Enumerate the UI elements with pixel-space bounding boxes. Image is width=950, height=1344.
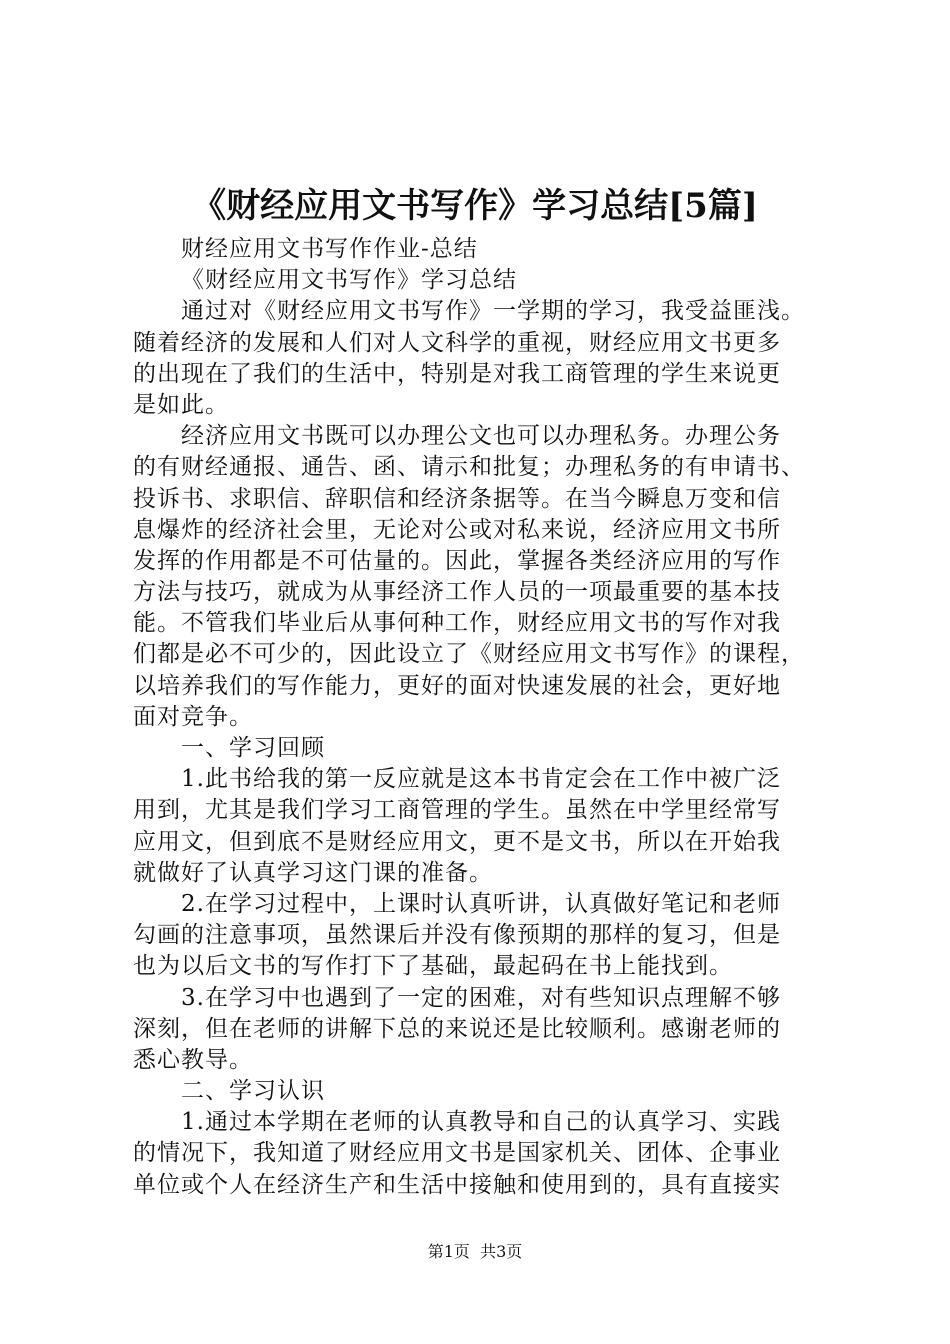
paragraph-line: 经济应用文书既可以办理公文也可以办理私务。办理公务	[181, 423, 781, 450]
document-body	[133, 234, 851, 1201]
page-number-footer: 第1页 共3页	[427, 1242, 523, 1261]
paragraph-line: 勾画的注意事项，虽然课后并没有像预期的那样的复习，但是	[133, 922, 781, 949]
paragraph-line: 的有财经通报、通告、函、请示和批复；办理私务的有申请书、	[133, 454, 805, 481]
paragraph-line: 能。不管我们毕业后从事何种工作，财经应用文书的写作对我	[133, 610, 781, 637]
paragraph-line: 3.在学习中也遇到了一定的困难，对有些知识点理解不够	[181, 984, 781, 1011]
paragraph-line: 方法与技巧，就成为从事经济工作人员的一项最重要的基本技	[133, 579, 781, 606]
paragraph-line: 单位或个人在经济生产和生活中接触和使用到的，具有直接实	[133, 1171, 781, 1198]
paragraph-line: 们都是必不可少的，因此设立了《财经应用文书写作》的课程，	[133, 641, 805, 668]
paragraph-line: 应用文，但到底不是财经应用文，更不是文书，所以在开始我	[133, 828, 781, 855]
paragraph-line: 悉心教导。	[133, 1046, 253, 1073]
paragraph-line: 用到，尤其是我们学习工商管理的学生。虽然在中学里经常写	[133, 797, 781, 824]
paragraph-line: 1.此书给我的第一反应就是这本书肯定会在工作中被广泛	[181, 766, 781, 793]
paragraph-line: 也为以后文书的写作打下了基础，最起码在书上能找到。	[133, 953, 733, 980]
section-heading: 一、学习回顾	[181, 735, 325, 761]
paragraph-line: 投诉书、求职信、辞职信和经济条据等。在当今瞬息万变和信	[133, 485, 781, 512]
paragraph-line: 发挥的作用都是不可估量的。因此，掌握各类经济应用的写作	[133, 547, 781, 574]
paragraph-line: 是如此。	[133, 391, 229, 418]
document-title: 《财经应用文书写作》学习总结[5篇]	[192, 186, 758, 226]
paragraph-line: 就做好了认真学习这门课的准备。	[133, 859, 493, 886]
paragraph-line: 2.在学习过程中，上课时认真听讲，认真做好笔记和老师	[181, 890, 781, 917]
paragraph-line: 1.通过本学期在老师的认真教导和自己的认真学习、实践	[181, 1109, 781, 1136]
paragraph-line: 面对竞争。	[133, 703, 253, 730]
section-heading: 二、学习认识	[181, 1078, 325, 1105]
paragraph-line: 随着经济的发展和人们对人文科学的重视，财经应用文书更多	[133, 329, 781, 356]
paragraph-line: 通过对《财经应用文书写作》一学期的学习，我受益匪浅。	[181, 298, 805, 325]
paragraph-line: 深刻，但在老师的讲解下总的来说还是比较顺利。感谢老师的	[133, 1015, 781, 1042]
paragraph-line: 《财经应用文书写作》学习总结	[181, 267, 517, 294]
paragraph-line: 的情况下，我知道了财经应用文书是国家机关、团体、企事业	[133, 1140, 781, 1167]
paragraph-line: 以培养我们的写作能力，更好的面对快速发展的社会，更好地	[133, 672, 781, 699]
paragraph-line: 息爆炸的经济社会里，无论对公或对私来说，经济应用文书所	[133, 516, 781, 543]
paragraph-line: 的出现在了我们的生活中，特别是对我工商管理的学生来说更	[133, 360, 781, 387]
paragraph-line: 财经应用文书写作作业-总结	[181, 236, 478, 262]
